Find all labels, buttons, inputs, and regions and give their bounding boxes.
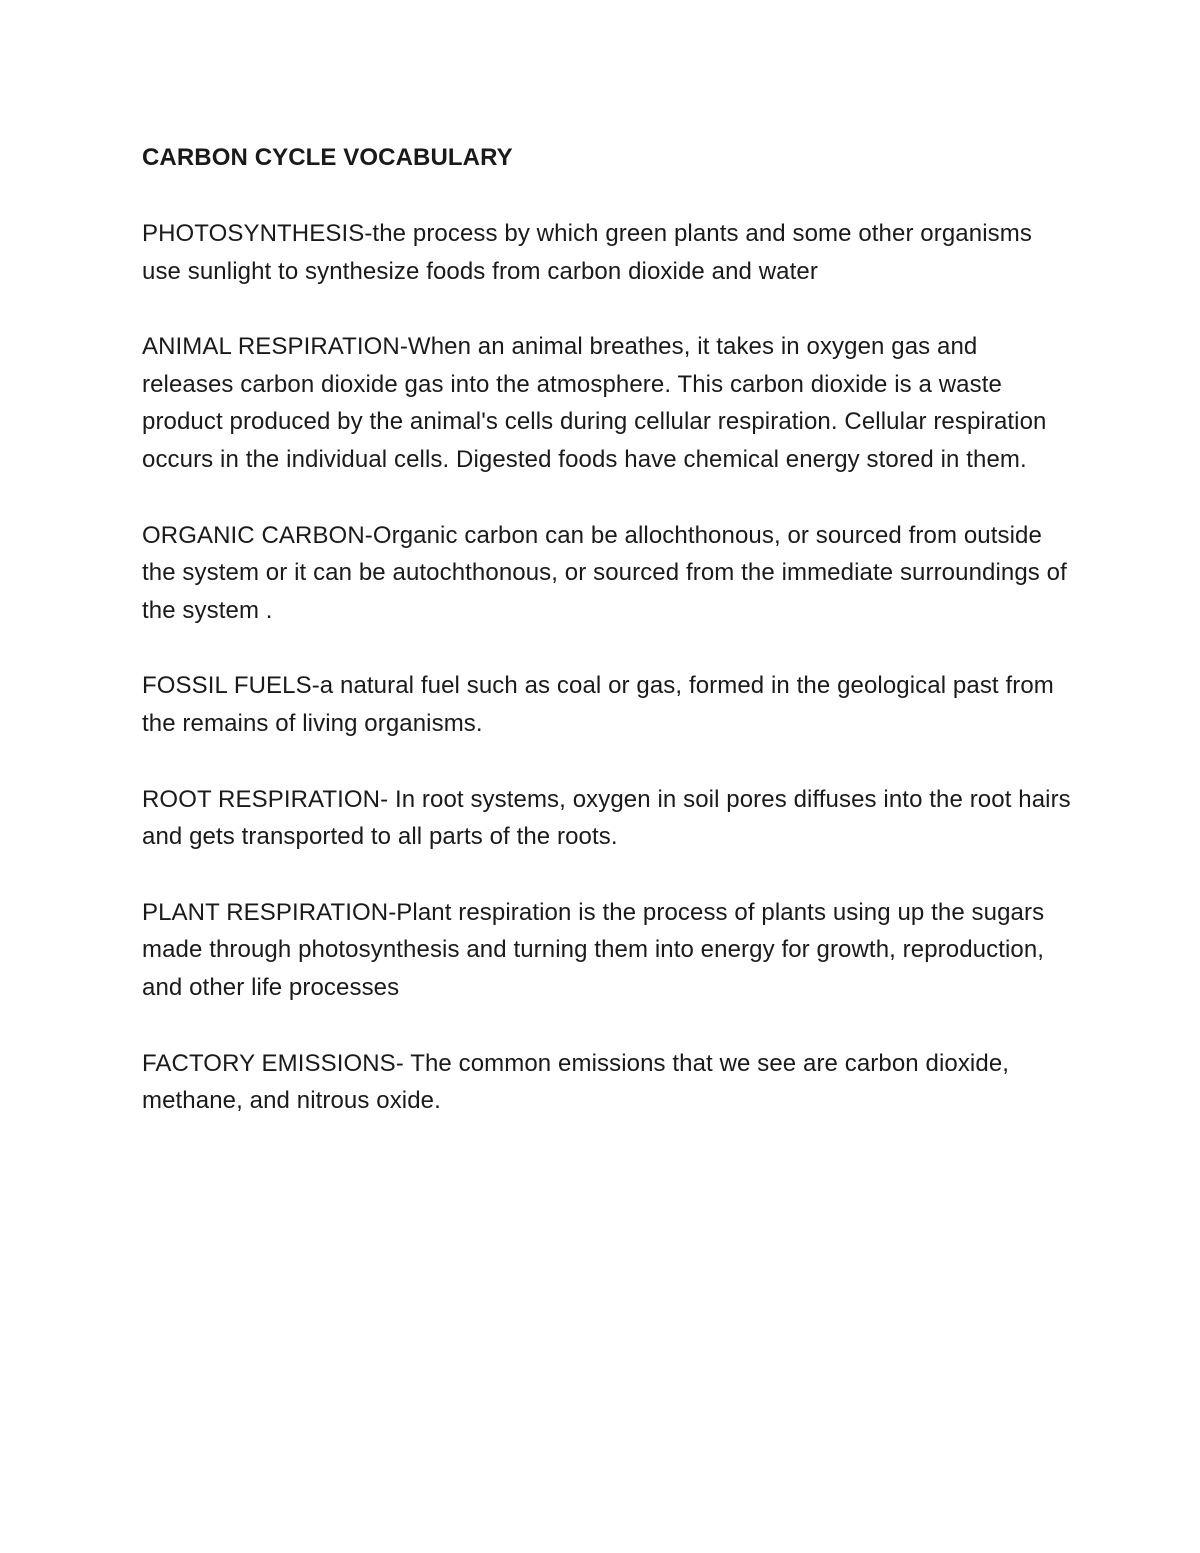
vocab-entry-plant-respiration (142, 894, 1072, 1007)
vocab-definition: -the process by which green plants and some other organisms use sunlight to synthesize foods from carbon dioxide and water (142, 220, 1032, 285)
vocab-term: PHOTOSYNTHESIS (142, 220, 365, 247)
vocab-term: ORGANIC CARBON (142, 521, 365, 549)
document-title: CARBON CYCLE VOCABULARY (142, 144, 513, 171)
vocab-term: ROOT RESPIRATION (142, 785, 381, 813)
vocab-entry-animal-respiration (142, 328, 1072, 478)
vocab-definition: - The common emissions that we see are carbon dioxide, methane, and nitrous oxide. (142, 1049, 1010, 1115)
vocab-definition: -a natural fuel such as coal or gas, formed in the geological past from the remains of living organisms. (142, 672, 1054, 737)
vocab-definition: -Plant respiration is the process of plants using up the sugars made through photosynthesis and turning them into energy for growth, reproduction, and other life processes (142, 898, 1045, 1001)
vocab-entry-fossil-fuels (142, 667, 1072, 742)
vocab-term: ANIMAL RESPIRATION (142, 333, 400, 361)
document-body (142, 139, 1072, 1158)
vocab-definition: -When an animal breathes, it takes in oxygen gas and releases carbon dioxide gas into the atmosphere. This carbon dioxide is a waste product produced by the animal's cells during cellular respiration. Cellular respiration occurs in the individual cells. Digested foods have chemical energy stored in them. (142, 333, 1047, 473)
vocab-entry-organic-carbon (142, 517, 1072, 630)
vocab-term: FOSSIL FUELS (142, 672, 312, 700)
vocab-definition: - In root systems, oxygen in soil pores diffuses into the root hairs and gets transported to all parts of the roots. (142, 785, 1071, 851)
vocab-definition: -Organic carbon can be allochthonous, or sourced from outside the system or it can be autochthonous, or sourced from the immediate surroundings of the system . (142, 521, 1067, 624)
vocab-entry-factory-emissions (142, 1045, 1072, 1120)
vocab-entry-photosynthesis (142, 215, 1072, 290)
vocab-term: PLANT RESPIRATION (142, 898, 389, 926)
vocab-term: FACTORY EMISSIONS (142, 1049, 396, 1077)
vocab-entry-root-respiration (142, 781, 1072, 856)
